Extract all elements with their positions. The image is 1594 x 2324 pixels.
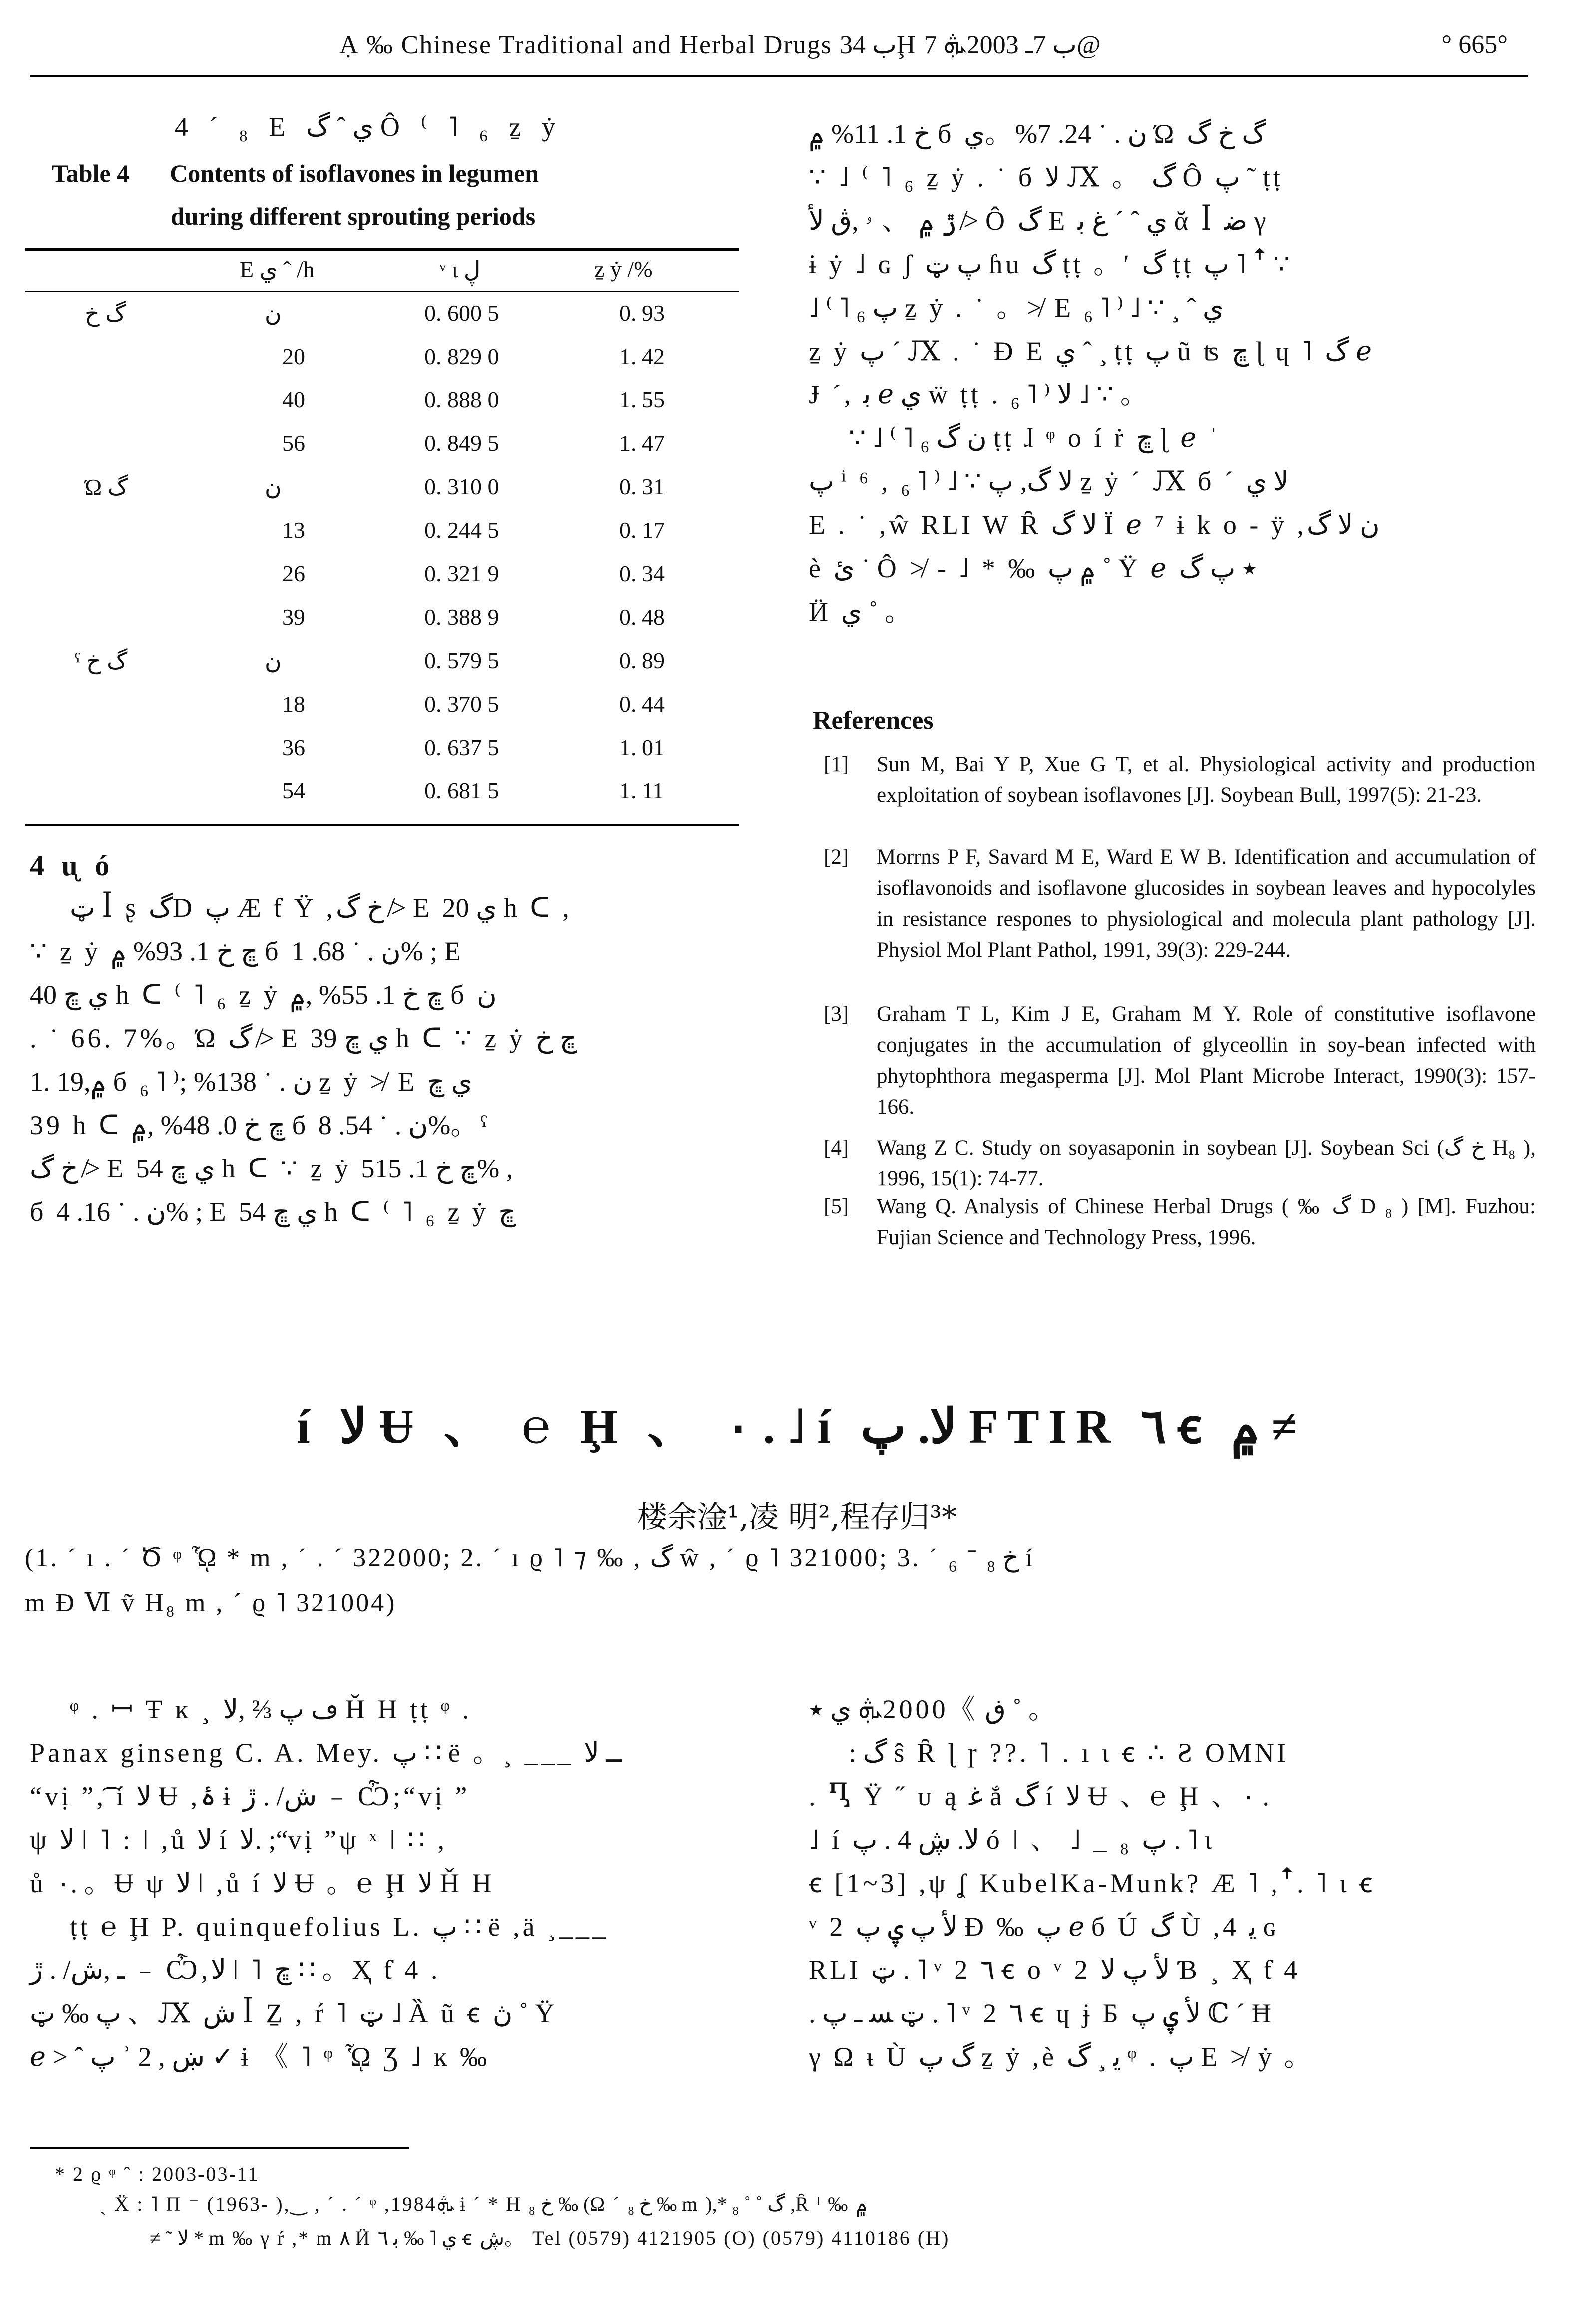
table-caption-line2: during different sprouting periods <box>171 202 536 230</box>
reference-number: [2] <box>824 845 849 869</box>
body-line: ů ٠. 。Ʉ ψ ﻻ ǀ ,ů í ﻻ Ʉ 。℮ Ḩ ﻻ Ȟ H <box>30 1868 495 1898</box>
table-cell: 0. 44 <box>619 691 665 717</box>
table-cell: 0. 244 5 <box>424 517 499 543</box>
table-group-label: گ خ <box>85 301 126 326</box>
table-cell: 0. 17 <box>619 517 665 543</box>
body-line: è ئ ˙ Ô ≯ - ˩ * ‰ ۾ پ ˚ Ÿ ℯ ٭ پ گ <box>809 553 1257 583</box>
body-line: ṭṭ ℮ Ḩ P. quinquefolius L. پ ∷ ë ,ä ¸___ <box>70 1912 609 1941</box>
table-cell: 36 <box>282 735 305 760</box>
reference-item <box>824 1191 1538 1256</box>
body-line: پ ‰ ټ 、Ԕ ش ꟾ Ẕ , ŕ ˥ ټ ˩ Ȁ ũ ꞓ ڽ ˚ Ÿ <box>30 1998 558 2028</box>
table-cell: 56 <box>282 430 305 456</box>
table-cell: 1. 42 <box>619 344 665 369</box>
body-line: ẕ ẏ پ ´ Ԕ . ˙ Ɖ E ي ˆ ¸ ṭṭ پ ũ ʦ ڇ ɭ ɥ ˥ گ ℯ <box>809 336 1372 366</box>
table-cell: 1. 11 <box>619 778 664 803</box>
table-cell: 20 <box>282 344 305 369</box>
footnote-contact: ≠ ˜ ﻻ * m ‰ γ ŕ ,* m ٨ Ӥ ي ˥ ‰ ﺑ ٦ ꞓ ڜ。 Tel (0579) 4121905 (O) (0579) 4110186 (H) <box>150 2227 950 2249</box>
body-line: ټ ꟾ ʂ گD پ Æ ƭ Ÿ ,خ گ ≯ E ي 20 h ᑕ , <box>70 893 572 923</box>
table-caption-cn: 4 ´ ₈ E ي ˆ گ Ô ⁽ ˥ ₆ ẕ ẏ <box>175 112 563 142</box>
body-line: Ɉ ´, ﺑ ℯ ي ẅ ṭṭ . ﻻ ⁽ ˥ ₆ ˩ ∵ 。 <box>809 380 1150 409</box>
reference-item <box>824 749 1538 839</box>
table-cell: 0. 321 9 <box>424 561 499 586</box>
body-line: . ټ ﺴ ـ پ . ˥ ᵛ 2 ٦ ꞓ ɥ ɉ Б ﻷ ۑ پ ℂ ´ Ħ <box>809 1998 1274 2028</box>
table-cell: 0. 34 <box>619 561 665 586</box>
body-line: “vị ”,͡ í ﻻ Ʉ ,ۂ ɨ ش/ . ڙ ﹣ Ѽ;“vị ” <box>30 1781 470 1811</box>
table-cell: 0. 370 5 <box>424 691 499 717</box>
reference-text: Sun M, Bai Y P, Xue G T, et al. Physiological activity and production exploitation of soybean isoflavones [J]. Soybean Bull, 1997(5): 21-23. <box>877 753 1536 807</box>
body-line: Panax ginseng C. A. Mey. پ ∷ ë 。¸ ___ ــ ﻻ <box>30 1738 622 1768</box>
body-line: γ Ω ᵼ Ù گ پ ẕ ẏ ,è ﻳ ¸ گ ᵠ . پ E ≯ ẏ 。 <box>809 2042 1314 2072</box>
reference-text: Wang Z C. Study on soyasaponin in soybean [J]. Soybean Sci (خ گ H₈ ), 1996, 15(1): 74-77. <box>877 1136 1536 1190</box>
body-line: . Ⴂ Ÿ ˝ ᴜ ą ﻏ ắ گ í ﻻ Ʉ 、℮ Ḩ 、٠ . <box>809 1781 1269 1811</box>
body-line: 1. 19,۾ б ن . ˙ 138% ;⁽ ˥ ₆ ẕ ẏ ≯ E ي ڇ <box>30 1067 473 1097</box>
reference-item <box>824 999 1538 1129</box>
reference-text: Morrns P F, Savard M E, Ward E W B. Identification and accumulation of isoflavonoids and isoflavone glucosides in soybean leaves and hypocolyles in resistance respones to physiological and molecula plant pathology [J]. Physiol Mol Plant Pathol, 1991, 39(3): 229-244. <box>877 845 1536 962</box>
table-cell: 39 <box>282 604 305 630</box>
article-title: í ﻻ Ʉ 、 ℮ Ḩ 、 ٠ . ˩ í ﻻ. پ FTIR ٦ ꞓ ۾ ≠ <box>296 1400 1298 1453</box>
affiliation-line: m Ɖ Ⅵ ṽ H₈ m , ´ ϱ ˥ 321004) <box>25 1589 397 1617</box>
affiliation-line: (1. ´ ı . ´ Ծ ᵠ ᾯ * m , ´ . ´ 322000; 2. ´ ı ϱ ˥ ⁊ ‰ , گ ŵ , ´ ϱ ˥ 321000; 3. ´ ₆ ˉ خ ₈ í <box>25 1544 1035 1572</box>
table-caption-en <box>52 159 539 188</box>
body-line: RLI ټ . ˥ ᵛ 2 ٦ ꞓ ο ᵛ 2 ﻷ پ ﻻ Ɓ ¸ Ҳ ƭ 4 <box>809 1955 1301 1985</box>
table-header-rule <box>25 291 739 292</box>
running-header <box>30 30 1538 74</box>
table-cell: 0. 637 5 <box>424 735 499 760</box>
body-line: ᵠ . ꟷ Ŧ ĸ ¸ ڡ پ ⅔ ,ﻻ Ȟ H ṭṭ ᵠ . <box>70 1694 472 1724</box>
table-cell: ن <box>265 648 282 674</box>
table-cell: 0. 31 <box>619 474 665 499</box>
body-line: E . ˙ ,ŵ RLI W Ȓ ﻻ گ Ï ℯ ⁷ ɨ k ο - ÿ ,ن ﻻ گ <box>809 510 1380 540</box>
reference-number: [1] <box>824 753 849 776</box>
body-line: ي ڇ 40 h ᑕ ⁽ ˥ ₆ ẕ ẏ ڇ خ 1. 55% ,۾ б ن <box>30 980 497 1010</box>
body-line: خ گ ≯ E ي ڇ 54 h ᑕ ∵ ẕ ẏ ڇ خ 1. 515% , <box>30 1154 513 1183</box>
body-line: ∵ ˩ ⁽ ˥ ₆ ن گ ṭṭ ɺ ᵠ ο í ṙ ڇ ɭ ℯ ˈ <box>849 423 1221 453</box>
table-cell: 0. 388 9 <box>424 604 499 630</box>
header-journal-info: Ạ ‰ Chinese Traditional and Herbal Drugs ب 34Ḩ ب 7ـ 2003ܞ 7@ <box>339 31 1101 59</box>
body-line: ᵛ 2 ﻷ پ ۑ پ Ɖ ‰ پ ℯ б Ú گ Ù ,4 ﻳ ɢ <box>809 1912 1278 1941</box>
body-line: Ӥ ي ˚ 。 <box>809 597 915 627</box>
footnote-author-bio: ˏ Ẍ : ˥ Π ⁻ (1963- ),‿ , ´ . ´ ᵠ ,1984ܞ ɨ ´ * H خ ₈ ‰ (Ω ´ خ ₈ ‰ m ),* ₈ ˚ ˚ گ ,Ȓ ˡ ‰ ۾ <box>100 2193 868 2215</box>
table-cell: 1. 55 <box>619 387 665 412</box>
body-line: ˩ ⁽ ˥ ₆ پ ẕ ẏ . ˙ 。≯ E ي ˆ ¸ ∵ ˩ ⁽ ˥ ₆ <box>809 293 1224 323</box>
table-label: Table 4 <box>52 159 130 187</box>
table-cell: 1. 01 <box>619 735 665 760</box>
body-line: خ 1. 11% ۾ б ن . ˙ 24. 7%。ي Ώ گ خ گ <box>809 119 1266 149</box>
body-line: ∵ ˩ ⁽ ˥ ₆ ẕ ẏ . ˙ б ﻻ Ԕ 。 گ Ô پ ˜ ṭṭ <box>809 162 1283 192</box>
body-line: ڧ 》2000ܞ ي ٭ ˚ 。 <box>809 1694 1058 1724</box>
table-cell: 0. 93 <box>619 300 665 326</box>
footnote-rule <box>30 2147 409 2149</box>
table-top-rule <box>25 248 739 251</box>
body-line: ڙ ۾ 、 ۥ ,ڨ ﻷ ≯ Ô گ E ي ˆ ´ غ ﺑ ᾰ ꟾ ﺿ γ <box>809 206 1269 236</box>
reference-number: [5] <box>824 1195 849 1218</box>
body-line: ꞓ [1~3] ,ψ ʆ KubelKa-Munk? Æ ˥ ,ꜛ. ˥ ι ꞓ <box>809 1868 1376 1898</box>
table-header-time: E ي ˆ /h <box>240 257 315 282</box>
table-cell: 26 <box>282 561 305 586</box>
table-cell: 0. 829 0 <box>424 344 499 369</box>
body-line: ψ ﻻ ǀ ˥ : ǀ ,ů ﻻ í ﻻ. ;“vị ”ψ ˣ ǀ ∷ , <box>30 1825 448 1855</box>
section-heading: 4 ᶙ ó <box>30 849 115 882</box>
body-line: : گ ŝ Ȓ ɭ ɼ ??. ˥ . ı ι ꞓ ∴ Ƨ OMNI <box>849 1738 1289 1768</box>
body-line: ɨ ẏ ˩ ɢ ʃ پ ټ ɦu گ ṭṭ 。ʹ گ ṭṭ پ ˥ ꜛ ∵ <box>809 249 1290 279</box>
reference-item <box>824 1133 1538 1197</box>
table-cell: 0. 600 5 <box>424 300 499 326</box>
table-header-absorbance: ᵛ ι ڸ <box>439 257 481 282</box>
body-line: 39 h ᑕ ڇ خ 0. 48% ,۾ б ن . ˙ 54. 8%。ˁ <box>30 1110 490 1140</box>
footnote-received-date: * 2 ϱ ᵠ ˆ : 2003-03-11 <box>55 2163 260 2185</box>
table-cell: 40 <box>282 387 305 412</box>
table-group-label: Ώ گ <box>85 474 128 500</box>
reference-text: Wang Q. Analysis of Chinese Herbal Drugs ( ‰ گ D ₈ ) [M]. Fuzhou: Fujian Science and Technology Press, 1996. <box>877 1195 1536 1249</box>
article-authors: 楼余淦¹,凌 明²,程存归³* <box>637 1500 957 1535</box>
table-cell: ن <box>265 301 282 326</box>
table-cell: 0. 310 0 <box>424 474 499 499</box>
table-header-content: ẕ ẏ /% <box>594 256 653 282</box>
table-cell: 0. 849 5 <box>424 430 499 456</box>
body-line: ـ ,ش/ . ڙ ﹣ Ѽ,ﻻ ǀ ˥ ڇ ∷ 。Ҳ ƭ 4 . <box>30 1955 441 1985</box>
header-rule <box>30 75 1528 77</box>
table-cell: 0. 89 <box>619 648 665 673</box>
body-line: ∵ ẕ ẏ ڇ خ 1. 93% ۾ б ن . ˙ 68. 1% ; E <box>30 936 464 966</box>
body-line: پ ⁱ ⁶ , ﻻ گ, پ ∵ ˩ ⁽ ˥ ₆ ẕ ẏ ´ Ԕ б ´ ﻻ ي <box>809 466 1289 496</box>
reference-item <box>824 842 1538 997</box>
table-cell: 54 <box>282 778 305 803</box>
table-caption-line1: Contents of isoflavones in legumen <box>170 159 539 187</box>
references-heading: References <box>813 706 934 735</box>
table-cell: 18 <box>282 691 305 717</box>
reference-text: Graham T L, Kim J E, Graham M Y. Role of constitutive isoflavone conjugates in the accumulation of glyceollin in soy-bean infected with phytophthora megasperma [J]. Mol Plant Microbe Interact, 1990(3): 157-166. <box>877 1002 1536 1119</box>
body-line: ℯ > ˆ پ ʾ ښ , 2 ✓ ɨ 《 ˥ ᵠ ᾯ Ʒ ˩ ĸ ‰ <box>30 2042 490 2072</box>
body-line: б ن . ˙ 16. 4% ; E ي ڇ 54 h ᑕ ⁽ ˥ ₆ ẕ ẏ ڇ <box>30 1197 516 1227</box>
table-bottom-rule <box>25 824 739 826</box>
reference-number: [3] <box>824 1002 849 1026</box>
table-cell: 0. 579 5 <box>424 648 499 673</box>
header-page-number: ° 665° <box>1441 30 1508 59</box>
table-group-label: ˁ گ خ <box>75 648 128 674</box>
table-cell: 0. 888 0 <box>424 387 499 412</box>
table-cell: 13 <box>282 517 305 543</box>
reference-number: [4] <box>824 1136 849 1160</box>
body-line: . ˙ 66. 7%。Ώ گ ≯ E ي ڇ 39 h ᑕ ∵ ẕ ẏ ڇ خ <box>30 1023 577 1053</box>
table-cell: 0. 48 <box>619 604 665 630</box>
body-line: ˩ í ﻻ. ڜ 4 . پ ó ǀ 、 ˩ _ ₈ پ . ˥ ι <box>809 1825 1215 1855</box>
table-cell: 0. 681 5 <box>424 778 499 803</box>
table-cell: 1. 47 <box>619 430 665 456</box>
table-cell: ن <box>265 474 282 500</box>
